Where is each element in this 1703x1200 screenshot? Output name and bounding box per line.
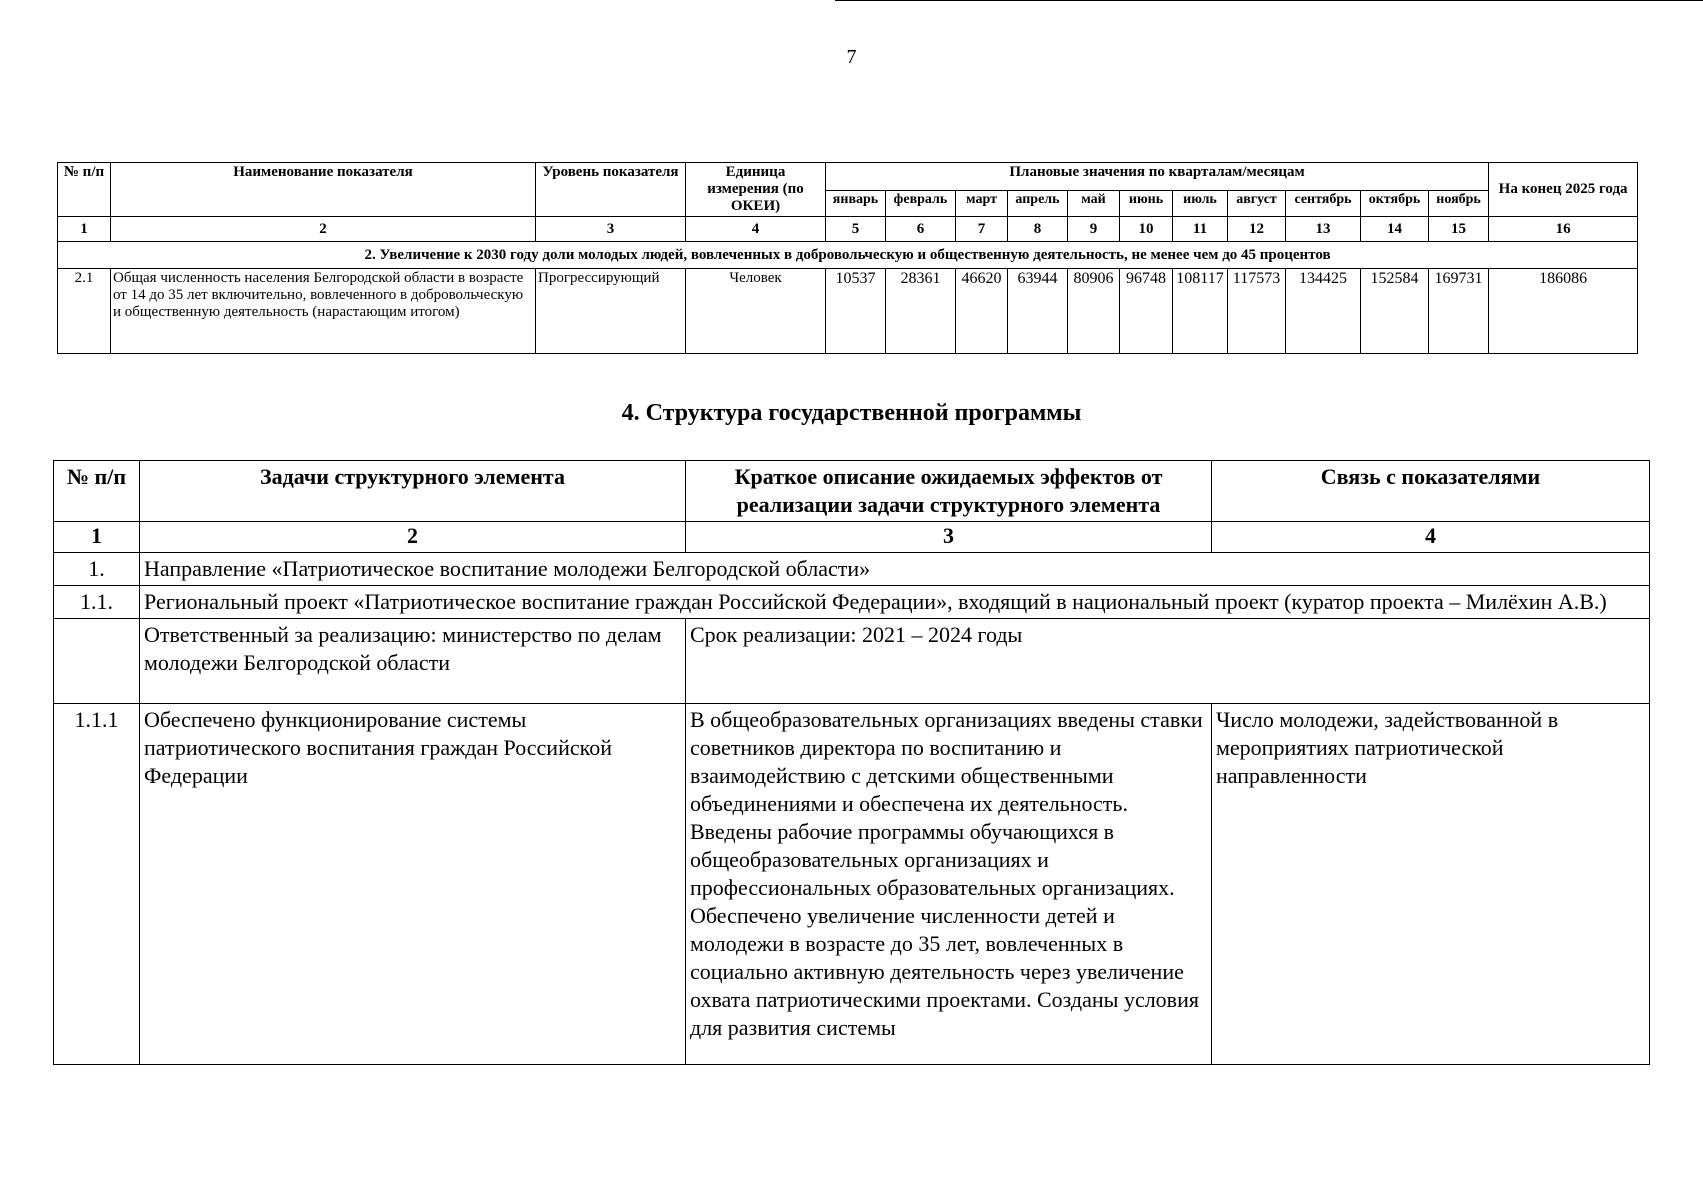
column-number-row: [54, 522, 1650, 553]
goal-text: 2. Увеличение к 2030 году доли молодых людей, вовлеченных в добровольческую и общественную деятельность, не менее чем до 45 процентов: [58, 242, 1638, 269]
column-number: 3: [686, 522, 1212, 553]
top-rule: [835, 0, 1703, 1]
column-number: 7: [956, 217, 1008, 242]
task-row: [54, 704, 1650, 1065]
task-text: Обеспечено функционирование системы патриотического воспитания граждан Российской Федерации: [140, 704, 686, 1065]
header-num: № п/п: [54, 461, 140, 522]
structure-table: [53, 460, 1650, 1065]
column-number: 2: [140, 522, 686, 553]
month-header: апрель: [1008, 190, 1068, 216]
month-value: 169731: [1429, 269, 1489, 354]
column-number: 1: [54, 522, 140, 553]
column-number: 10: [1120, 217, 1173, 242]
responsible-row: [54, 619, 1650, 704]
header-tasks: Задачи структурного элемента: [140, 461, 686, 522]
month-value: 134425: [1286, 269, 1361, 354]
header-effects: Краткое описание ожидаемых эффектов от реализации задачи структурного элемента: [686, 461, 1212, 522]
header-link: Связь с показателями: [1212, 461, 1650, 522]
row-num: 1.: [54, 553, 140, 586]
column-number: 3: [536, 217, 686, 242]
column-number: 2: [111, 217, 536, 242]
month-header: май: [1068, 190, 1120, 216]
header-unit: Единица измерения (по ОКЕИ): [686, 163, 826, 217]
column-number: 16: [1489, 217, 1638, 242]
column-number: 11: [1173, 217, 1228, 242]
column-number: 4: [1212, 522, 1650, 553]
direction-row: [54, 553, 1650, 586]
table1-header-row: [58, 163, 1638, 191]
header-num: № п/п: [58, 163, 111, 217]
header-end: На конец 2025 года: [1489, 163, 1638, 217]
month-value: 108117: [1173, 269, 1228, 354]
direction-text: Направление «Патриотическое воспитание молодежи Белгородской области»: [140, 553, 1650, 586]
month-value: 96748: [1120, 269, 1173, 354]
empty-cell: [54, 619, 140, 704]
row-num: 2.1: [58, 269, 111, 354]
column-number: 1: [58, 217, 111, 242]
page-number: 7: [846, 46, 857, 68]
month-header: июнь: [1120, 190, 1173, 216]
row-num: 1.1.: [54, 586, 140, 619]
month-value: 63944: [1008, 269, 1068, 354]
month-header: ноябрь: [1429, 190, 1489, 216]
column-number: 6: [886, 217, 956, 242]
month-header: октябрь: [1361, 190, 1429, 216]
header-name: Наименование показателя: [111, 163, 536, 217]
month-header: март: [956, 190, 1008, 216]
month-value: 10537: [826, 269, 886, 354]
section-title: 4. Структура государственной программы: [621, 400, 1082, 426]
table2-header-row: [54, 461, 1650, 522]
row-num: 1.1.1: [54, 704, 140, 1065]
project-row: [54, 586, 1650, 619]
header-level: Уровень показателя: [536, 163, 686, 217]
term-text: Срок реализации: 2021 – 2024 годы: [686, 619, 1650, 704]
month-value: 80906: [1068, 269, 1120, 354]
column-number-row: [58, 217, 1638, 242]
column-number: 14: [1361, 217, 1429, 242]
indicator-level: Прогрессирующий: [536, 269, 686, 354]
month-value: 117573: [1228, 269, 1286, 354]
column-number: 12: [1228, 217, 1286, 242]
indicator-unit: Человек: [686, 269, 826, 354]
end-value: 186086: [1489, 269, 1638, 354]
column-number: 4: [686, 217, 826, 242]
responsible-text: Ответственный за реализацию: министерство по делам молодежи Белгородской области: [140, 619, 686, 704]
indicator-row: [58, 269, 1638, 354]
column-number: 5: [826, 217, 886, 242]
month-value: 46620: [956, 269, 1008, 354]
goal-row: [58, 242, 1638, 269]
link-text: Число молодежи, задействованной в мероприятиях патриотической направленности: [1212, 704, 1650, 1065]
indicator-name: Общая численность населения Белгородской области в возрасте от 14 до 35 лет включительно, вовлеченного в добровольческую и общественную деятельность (нарастающим итогом): [111, 269, 536, 354]
indicators-table: [57, 162, 1638, 354]
effects-text: В общеобразовательных организациях введены ставки советников директора по воспитанию и взаимодействию с детскими общественными объединениями и обеспечена их деятельность. Введены рабочие программы обучающихся в общеобразовательных организациях и профессиональных образовательных организациях. Обеспечено увеличение численности детей и молодежи в возрасте до 35 лет, вовлеченных в социально активную деятельность через увеличение охвата патриотическими проектами. Созданы условия для развития системы: [686, 704, 1212, 1065]
month-header: февраль: [886, 190, 956, 216]
month-header: сентябрь: [1286, 190, 1361, 216]
header-plan: Плановые значения по кварталам/месяцам: [826, 163, 1489, 191]
month-header: август: [1228, 190, 1286, 216]
month-header: январь: [826, 190, 886, 216]
month-header: июль: [1173, 190, 1228, 216]
month-value: 152584: [1361, 269, 1429, 354]
month-value: 28361: [886, 269, 956, 354]
column-number: 8: [1008, 217, 1068, 242]
column-number: 9: [1068, 217, 1120, 242]
column-number: 15: [1429, 217, 1489, 242]
column-number: 13: [1286, 217, 1361, 242]
project-text: Региональный проект «Патриотическое воспитание граждан Российской Федерации», входящий в национальный проект (куратор проекта – Милёхин А.В.): [140, 586, 1650, 619]
